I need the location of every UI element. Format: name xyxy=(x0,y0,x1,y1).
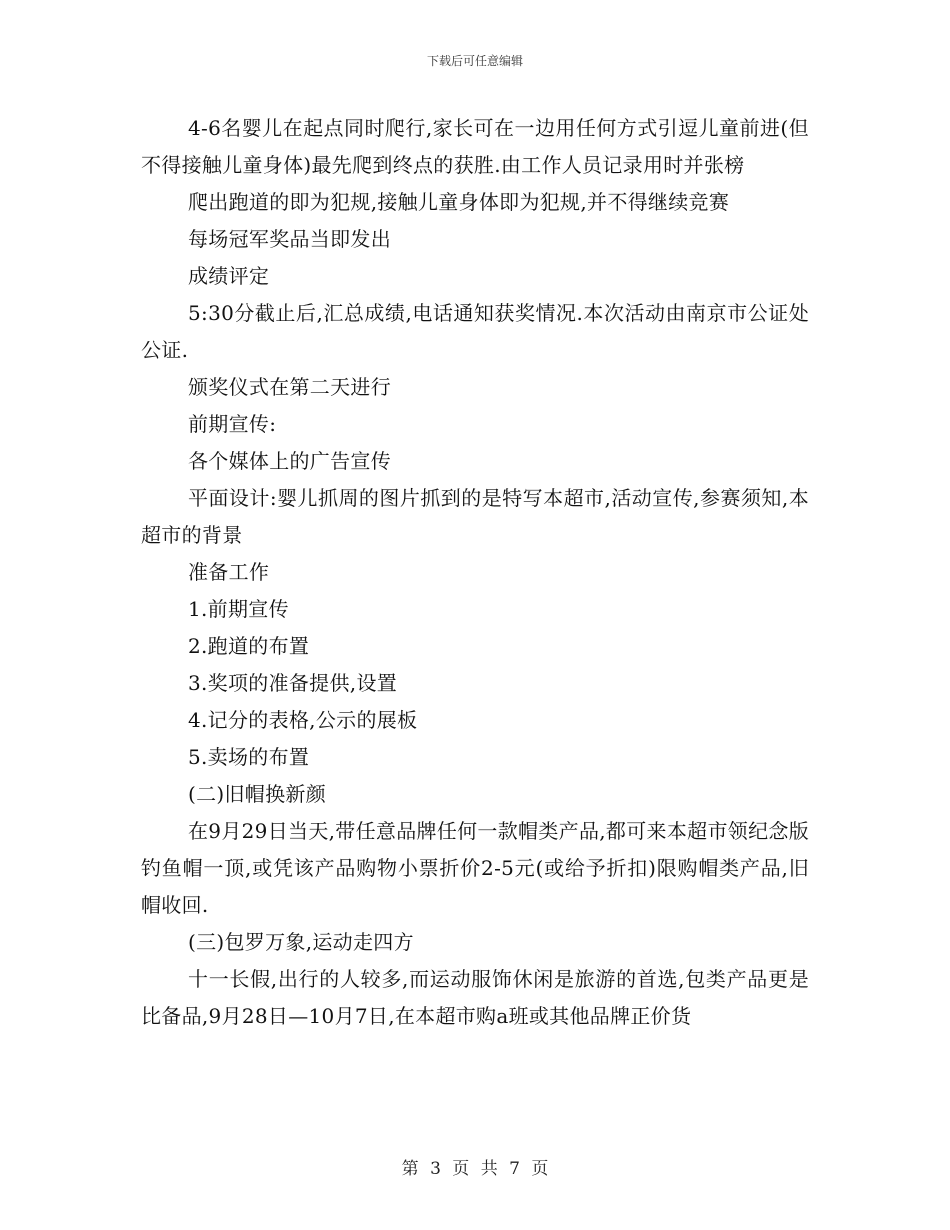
document-body xyxy=(141,110,809,1035)
list-item: 4.记分的表格,公示的展板 xyxy=(188,708,418,732)
paragraph: 5:30分截止后,汇总成绩,电话通知获奖情况.本次活动由南京市公证处公证. xyxy=(141,301,809,362)
section-heading: 前期宣传: xyxy=(188,412,277,436)
paragraph: 爬出跑道的即为犯规,接触儿童身体即为犯规,并不得继续竞赛 xyxy=(188,190,730,214)
list-item: 1.前期宣传 xyxy=(188,597,289,621)
paragraph: 平面设计:婴儿抓周的图片抓到的是特写本超市,活动宣传,参赛须知,本超市的背景 xyxy=(141,486,809,547)
paragraph: 各个媒体上的广告宣传 xyxy=(188,449,391,473)
page-number: 第 3 页 共 7 页 xyxy=(401,1159,549,1179)
section-heading: (三)包罗万象,运动走四方 xyxy=(188,930,414,954)
list-item: 3.奖项的准备提供,设置 xyxy=(188,671,398,695)
section-heading: 成绩评定 xyxy=(188,264,270,288)
list-item: 2.跑道的布置 xyxy=(188,634,310,658)
section-heading: (二)旧帽换新颜 xyxy=(188,782,327,806)
paragraph: 颁奖仪式在第二天进行 xyxy=(188,375,391,399)
paragraph: 在9月29日当天,带任意品牌任何一款帽类产品,都可来本超市领纪念版钓鱼帽一顶,或凭该产品购物小票折价2-5元(或给予折扣)限购帽类产品,旧帽收回. xyxy=(141,819,809,917)
list-item: 5.卖场的布置 xyxy=(188,745,310,769)
paragraph: 每场冠军奖品当即发出 xyxy=(188,227,391,251)
paragraph: 十一长假,出行的人较多,而运动服饰休闲是旅游的首选,包类产品更是比备品,9月28日—10月7日,在本超市购a班或其他品牌正价货 xyxy=(141,967,809,1028)
page-header: 下载后可任意编辑 xyxy=(426,54,523,68)
paragraph: 4-6名婴儿在起点同时爬行,家长可在一边用任何方式引逗儿童前进(但不得接触儿童身体)最先爬到终点的获胜.由工作人员记录用时并张榜 xyxy=(141,116,809,177)
section-heading: 准备工作 xyxy=(188,560,270,584)
